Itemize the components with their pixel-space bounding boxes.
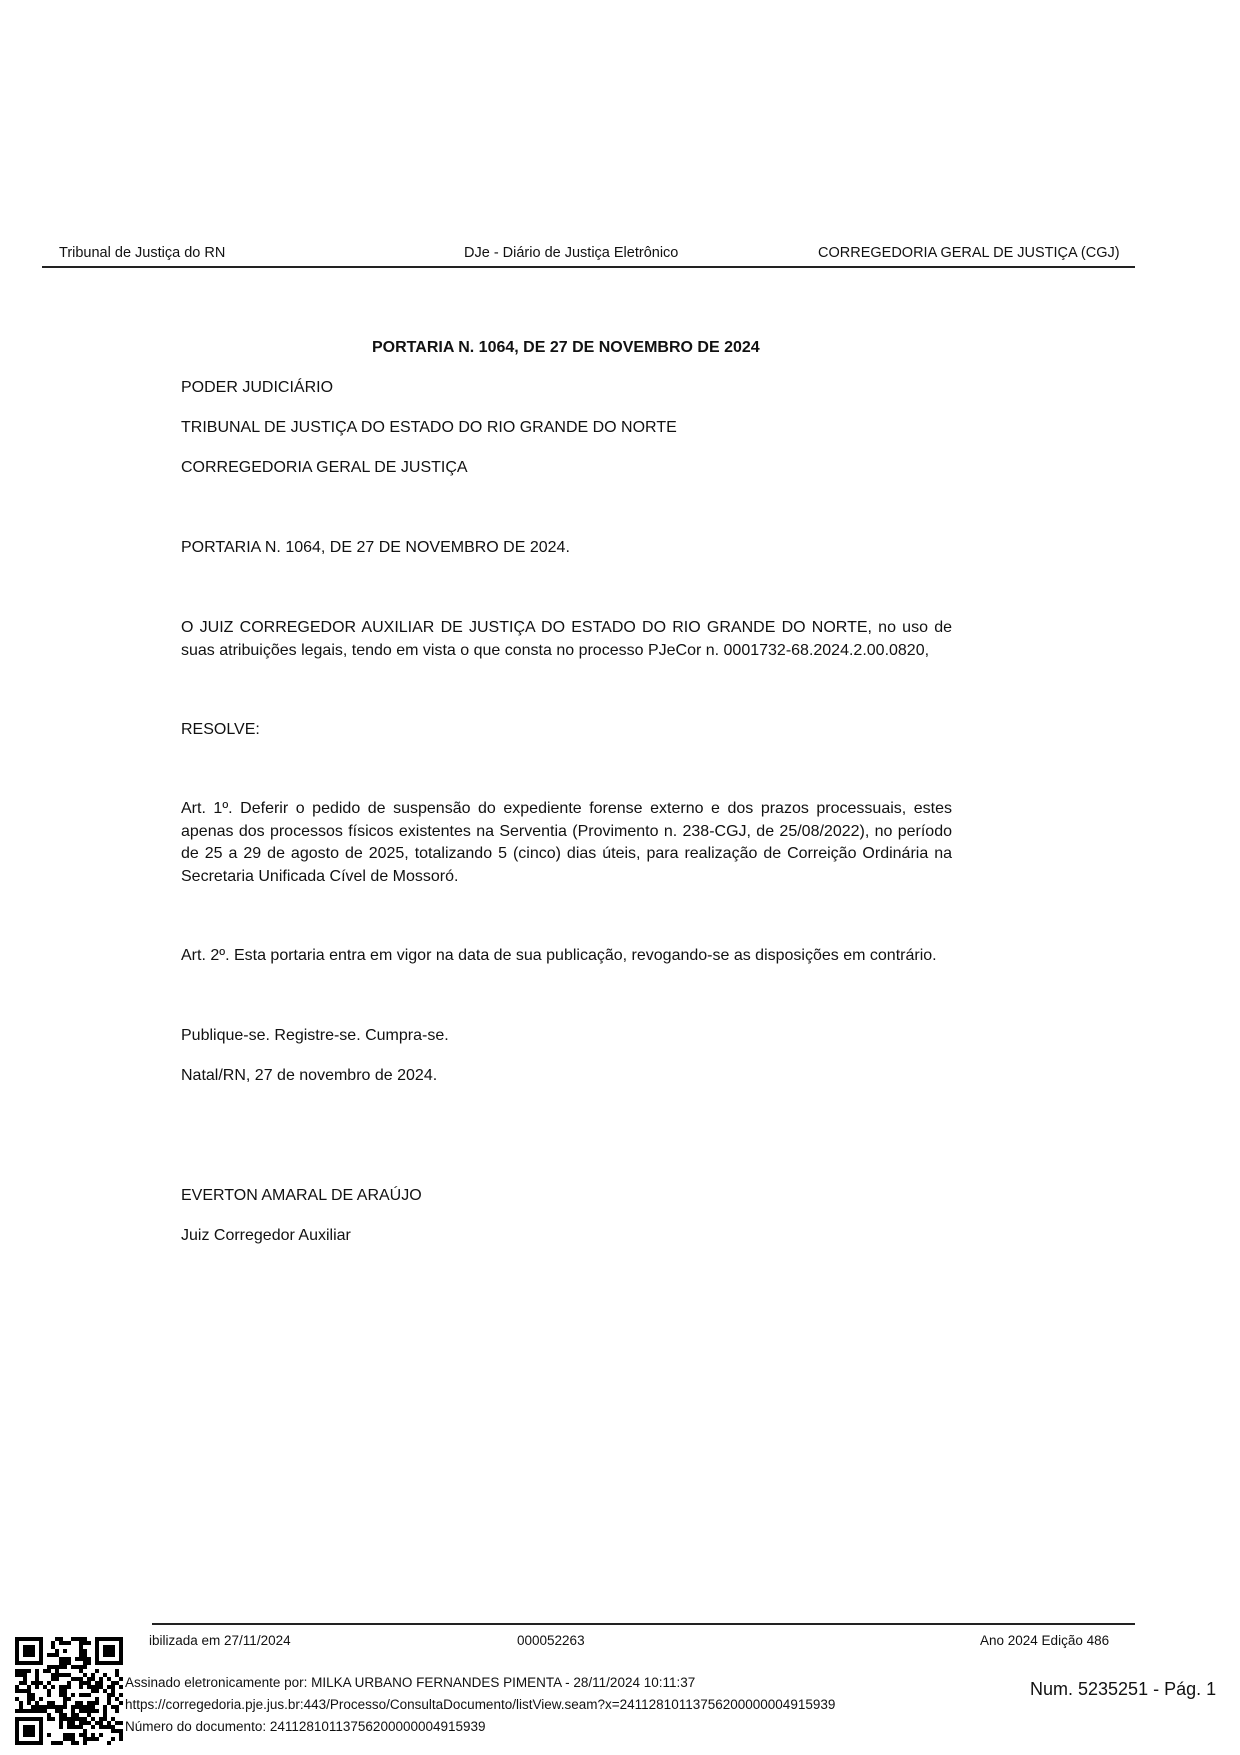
signer-name: EVERTON AMARAL DE ARAÚJO	[181, 1187, 422, 1204]
document-number: Número do documento: 24112810113756200000004915939	[125, 1719, 486, 1734]
org-line-3: CORREGEDORIA GERAL DE JUSTIÇA	[181, 459, 468, 476]
header-journal: DJe - Diário de Justiça Eletrônico	[464, 245, 679, 261]
signer-role: Juiz Corregedor Auxiliar	[181, 1227, 351, 1244]
header-department: CORREGEDORIA GERAL DE JUSTIÇA (CGJ)	[818, 245, 1120, 261]
org-line-2: TRIBUNAL DE JUSTIÇA DO ESTADO DO RIO GRANDE DO NORTE	[181, 419, 677, 436]
article-2: Art. 2º. Esta portaria entra em vigor na data de sua publicação, revogando-se as disposições em contrário.	[181, 947, 937, 964]
closing-line: Publique-se. Registre-se. Cumpra-se.	[181, 1027, 449, 1044]
portaria-line: PORTARIA N. 1064, DE 27 DE NOVEMBRO DE 2024.	[181, 539, 570, 556]
header-divider	[42, 266, 1135, 268]
preamble-paragraph: O JUIZ CORREGEDOR AUXILIAR DE JUSTIÇA DO ESTADO DO RIO GRANDE DO NORTE, no uso de suas atribuições legais, tendo em vista o que consta no processo PJeCor n. 0001732-68.2024.2.00.0820,	[181, 619, 952, 659]
qr-code-icon	[15, 1637, 123, 1745]
resolve-heading: RESOLVE:	[181, 721, 260, 738]
document-title: PORTARIA N. 1064, DE 27 DE NOVEMBRO DE 2024	[372, 339, 760, 356]
article-1: Art. 1º. Deferir o pedido de suspensão do expediente forense externo e dos prazos processuais, estes apenas dos processos físicos existentes na Serventia (Provimento n. 238-CGJ, de 25/08/2022), no período de 25 a 29 de agosto de 2025, totalizando 5 (cinco) dias úteis, para realização de Correição Ordinária na Secretaria Unificada Cível de Mossoró.	[181, 800, 952, 885]
footer-divider	[152, 1623, 1135, 1625]
signature-info: Assinado eletronicamente por: MILKA URBANO FERNANDES PIMENTA - 28/11/2024 10:11:37	[125, 1675, 696, 1690]
place-date: Natal/RN, 27 de novembro de 2024.	[181, 1067, 438, 1084]
header-court: Tribunal de Justiça do RN	[59, 245, 226, 261]
footer-edition: Ano 2024 Edição 486	[980, 1633, 1110, 1648]
footer-availability: ibilizada em 27/11/2024	[149, 1633, 291, 1648]
page-reference: Num. 5235251 - Pág. 1	[1030, 1679, 1217, 1699]
org-line-1: PODER JUDICIÁRIO	[181, 379, 334, 396]
footer-code: 000052263	[517, 1633, 585, 1648]
document-url[interactable]: https://corregedoria.pje.jus.br:443/Processo/ConsultaDocumento/listView.seam?x=24112810113756200000004915939	[125, 1697, 836, 1712]
